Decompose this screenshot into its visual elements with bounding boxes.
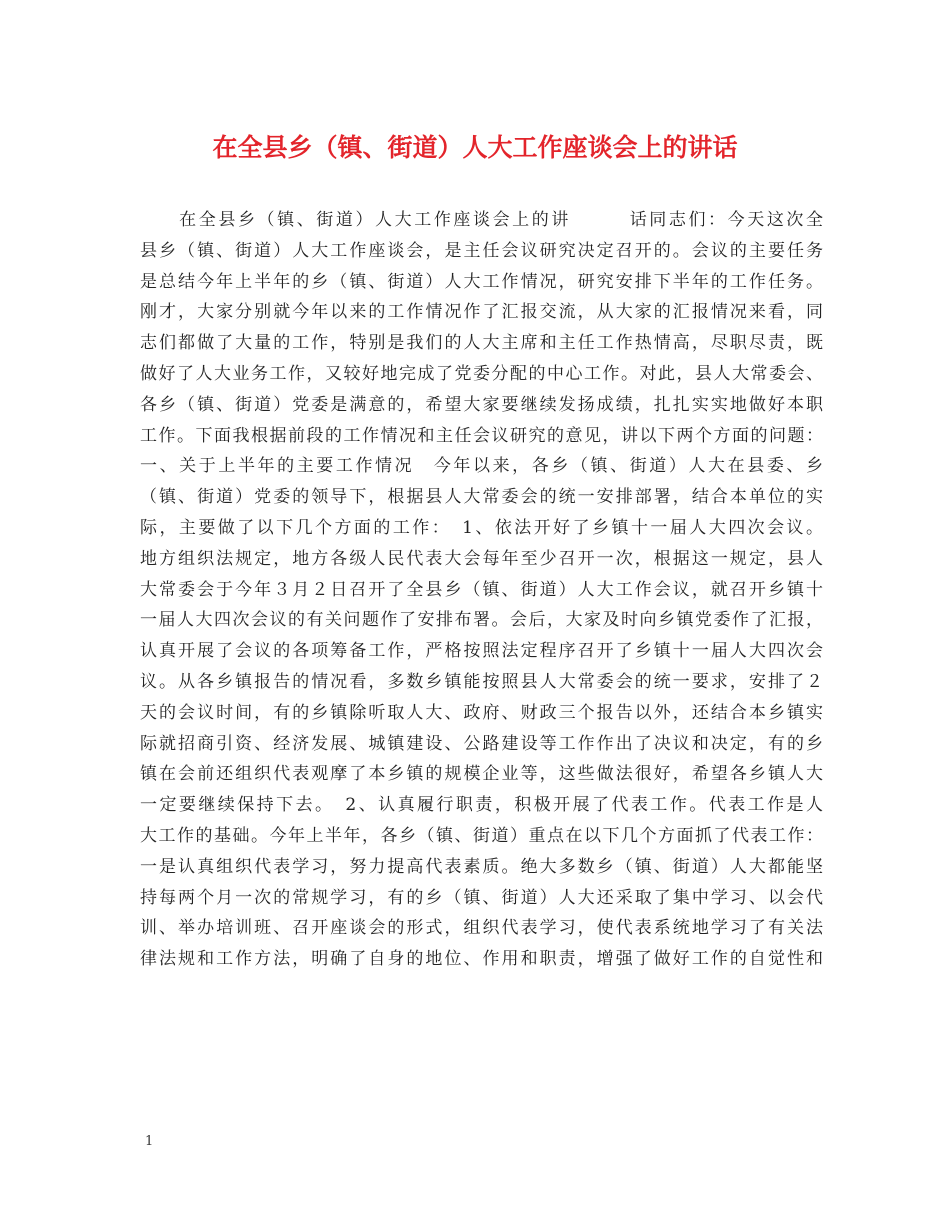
body-line: 议。从各乡镇报告的情况看，多数乡镇能按照县人大常委会的统一要求，安排了２ bbox=[140, 671, 823, 692]
body-line: 地方组织法规定，地方各级人民代表大会每年至少召开一次，根据这一规定，县人 bbox=[140, 548, 823, 569]
body-line: 各乡（镇、街道）党委是满意的，希望大家要继续发扬成绩，扎扎实实地做好本职 bbox=[140, 394, 823, 415]
body-line: 在全县乡（镇、街道）人大工作座谈会上的讲 话同志们：今天这次全 bbox=[140, 210, 823, 230]
body-line: 天的会议时间，有的乡镇除听取人大、政府、财政三个报告以外，还结合本乡镇实 bbox=[140, 702, 823, 723]
body-line: 县乡（镇、街道）人大工作座谈会，是主任会议研究决定召开的。会议的主要任务 bbox=[140, 240, 823, 261]
body-line: 大工作的基础。今年上半年，各乡（镇、街道）重点在以下几个方面抓了代表工作： bbox=[140, 825, 823, 846]
body-line: 一是认真组织代表学习，努力提高代表素质。绝大多数乡（镇、街道）人大都能坚 bbox=[140, 856, 823, 877]
body-line: 大常委会于今年３月２日召开了全县乡（镇、街道）人大工作会议，就召开乡镇十 bbox=[140, 579, 823, 600]
page-number: 1 bbox=[145, 1134, 154, 1149]
body-line: 认真开展了会议的各项筹备工作，严格按照法定程序召开了乡镇十一届人大四次会 bbox=[140, 641, 823, 662]
body-line: 镇在会前还组织代表观摩了本乡镇的规模企业等，这些做法很好，希望各乡镇人大 bbox=[140, 764, 823, 785]
body-line: 际就招商引资、经济发展、城镇建设、公路建设等工作作出了决议和决定，有的乡 bbox=[140, 733, 823, 754]
body-line: 律法规和工作方法，明确了自身的地位、作用和职责，增强了做好工作的自觉性和 bbox=[140, 949, 823, 970]
body-line: 持每两个月一次的常规学习，有的乡（镇、街道）人大还采取了集中学习、以会代 bbox=[140, 887, 823, 908]
body-line: 一定要继续保持下去。 2、认真履行职责，积极开展了代表工作。代表工作是人 bbox=[140, 795, 823, 816]
body-line: 刚才，大家分别就今年以来的工作情况作了汇报交流，从大家的汇报情况来看，同 bbox=[140, 302, 823, 323]
body-line: 是总结今年上半年的乡（镇、街道）人大工作情况，研究安排下半年的工作任务。 bbox=[140, 271, 823, 292]
document-title: 在全县乡（镇、街道）人大工作座谈会上的讲话 bbox=[212, 133, 738, 162]
body-line: （镇、街道）党委的领导下，根据县人大常委会的统一安排部署，结合本单位的实 bbox=[140, 487, 823, 508]
body-line: 工作。下面我根据前段的工作情况和主任会议研究的意见，讲以下两个方面的问题： bbox=[140, 425, 823, 446]
body-line: 一届人大四次会议的有关问题作了安排布署。会后，大家及时向乡镇党委作了汇报， bbox=[140, 610, 823, 631]
body-line: 做好了人大业务工作，又较好地完成了党委分配的中心工作。对此，县人大常委会、 bbox=[140, 363, 823, 384]
document-body bbox=[140, 205, 823, 975]
body-line: 训、举办培训班、召开座谈会的形式，组织代表学习，使代表系统地学习了有关法 bbox=[140, 918, 823, 939]
body-line: 一、关于上半年的主要工作情况 今年以来，各乡（镇、街道）人大在县委、乡 bbox=[140, 456, 823, 477]
body-line: 际，主要做了以下几个方面的工作： 1、依法开好了乡镇十一届人大四次会议。 bbox=[140, 517, 823, 538]
body-line: 志们都做了大量的工作，特别是我们的人大主席和主任工作热情高，尽职尽责，既 bbox=[140, 333, 823, 354]
